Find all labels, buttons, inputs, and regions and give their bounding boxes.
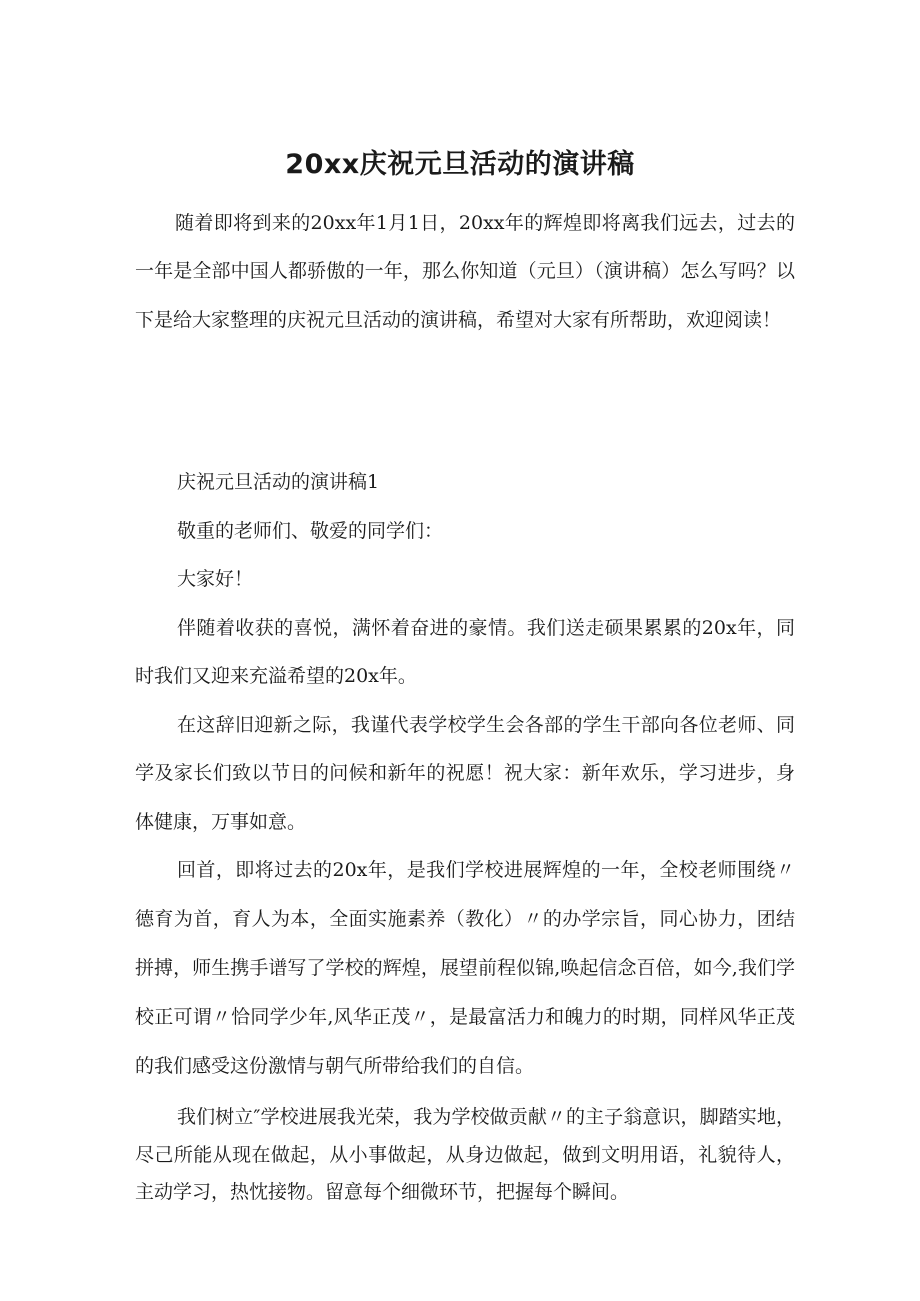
body-paragraph-4: 我们树立″学校进展我光荣，我为学校做贡献〃的主子翁意识，脚踏实地，尽己所能从现在做起，从小事做起，从身边做起，做到文明用语，礼貌待人，主动学习，热忱接物。留意每个细微环节，把握每个瞬间。 [135, 1106, 795, 1203]
section-heading: 庆祝元旦活动的演讲稿1 [177, 471, 380, 493]
salutation: 敬重的老师们、敬爱的同学们： [177, 519, 444, 542]
document-title: 20xx庆祝元旦活动的演讲稿 [285, 149, 635, 180]
intro-paragraph: 随着即将到来的20xx年1月1日，20xx年的辉煌即将离我们远去，过去的一年是全部中国人都骄傲的一年，那么你知道（元旦）（演讲稿）怎么写吗？以下是给大家整理的庆祝元旦活动的演讲稿，希望对大家有所帮助，欢迎阅读！ [135, 212, 795, 331]
body-paragraph-2: 在这辞旧迎新之际，我谨代表学校学生会各部的学生干部向各位老师、同学及家长们致以节日的问候和新年的祝愿！祝大家：新年欢乐，学习进步，身体健康，万事如意。 [135, 713, 795, 833]
body-paragraph-1: 伴随着收获的喜悦，满怀着奋进的豪情。我们送走硕果累累的20x年，同时我们又迎来充溢希望的20x年。 [135, 616, 795, 687]
body-paragraph-3: 回首，即将过去的20x年，是我们学校进展辉煌的一年，全校老师围绕〃德育为首，育人为本，全面实施素养（教化）〃的办学宗旨，同心协力，团结拼搏，师生携手谱写了学校的辉煌，展望前程似锦,唤起信念百倍，如今,我们学校正可谓〃恰同学少年,风华正茂〃，是最富活力和魄力的时期，同样风华正茂的我们感受这份激情与朝气所带给我们的自信。 [135, 859, 795, 1077]
speech-section [135, 458, 795, 1212]
greeting: 大家好！ [177, 568, 254, 590]
